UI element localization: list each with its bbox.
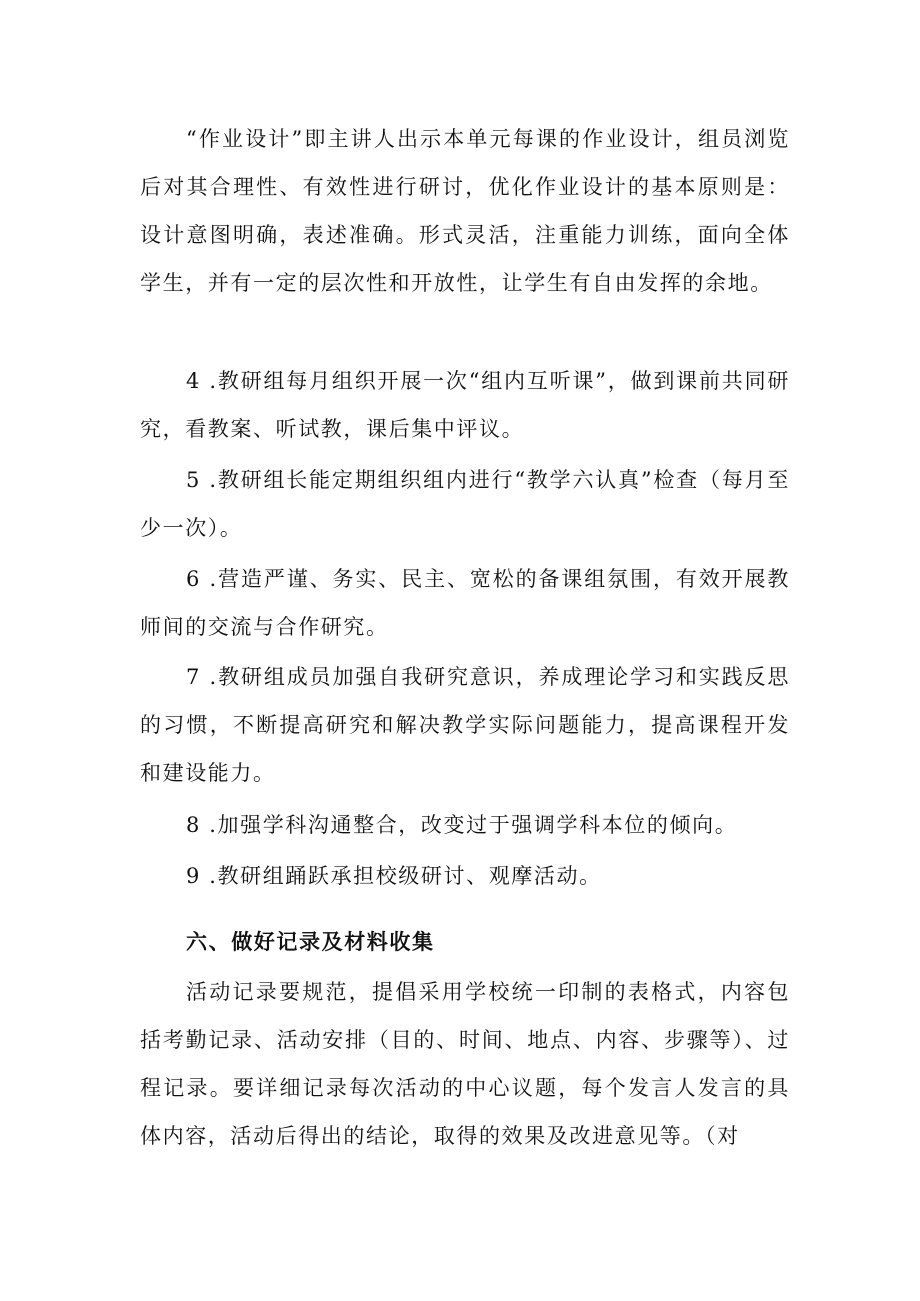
- list-item-8: 8 .加强学科沟通整合，改变过于强调学科本位的倾向。: [186, 813, 738, 837]
- section-heading-records: 六、做好记录及材料收集: [186, 930, 435, 954]
- list-item-6: 6 .营造严谨、务实、民主、宽松的备课组氛围，有效开展教师间的交流与合作研究。: [140, 567, 790, 639]
- list-item-9: 9 .教研组踊跃承担校级研讨、观摩活动。: [186, 864, 602, 888]
- paragraph-records: 活动记录要规范，提倡采用学校统一印制的表格式，内容包括考勤记录、活动安排（目的、时间、地点、内容、步骤等）、过程记录。要详细记录每次活动的中心议题，每个发言人发言的具体内容，活动后得出的结论，取得的效果及改进意见等。（对: [140, 980, 790, 1148]
- paragraph-homework-design: “作业设计”即主讲人出示本单元每课的作业设计，组员浏览后对其合理性、有效性进行研讨，优化作业设计的基本原则是：设计意图明确，表述准确。形式灵活，注重能力训练，面向全体学生，并有一定的层次性和开放性，让学生有自由发挥的余地。: [140, 127, 790, 295]
- list-item-4: 4 .教研组每月组织开展一次“组内互听课”，做到课前共同研究，看教案、听试教，课后集中评议。: [140, 369, 790, 441]
- list-item-7: 7 .教研组成员加强自我研究意识，养成理论学习和实践反思的习惯，不断提高研究和解决教学实际问题能力，提高课程开发和建设能力。: [140, 665, 790, 785]
- list-item-5: 5 .教研组长能定期组织组内进行“教学六认真”检查（每月至少一次）。: [140, 468, 790, 540]
